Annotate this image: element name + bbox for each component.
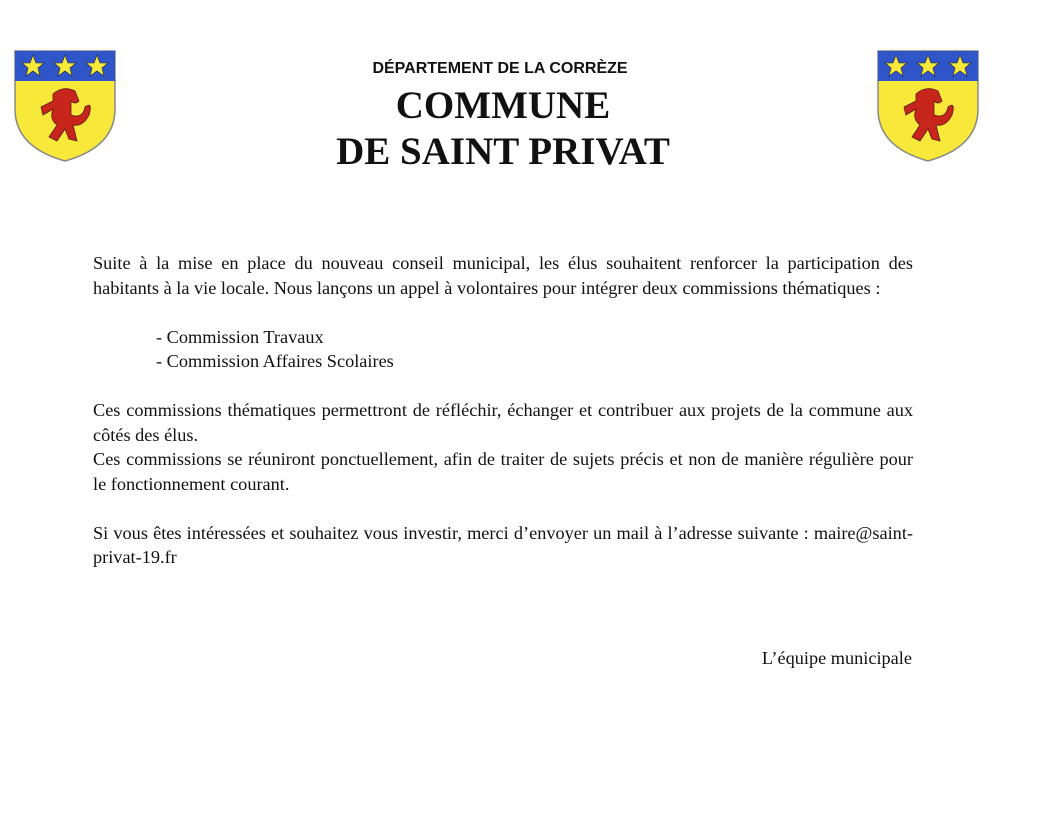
schedule-paragraph: Ces commissions se réuniront ponctuellement, afin de traiter de sujets précis et non de manière régulière pour le fonctionnement courant. [93,449,913,494]
list-item: - Commission Travaux [156,326,324,347]
department-heading: DÉPARTEMENT DE LA CORRÈZE [372,60,628,77]
commune-name: DE SAINT PRIVAT [336,130,670,173]
list-item: - Commission Affaires Scolaires [156,351,394,371]
intro-paragraph: Suite à la mise en place du nouveau conseil municipal, les élus souhaitent renforcer la participation des habitants à la vie locale. Nous lançons un appel à volontaires pour intégrer deux commissions thématiques : [93,253,913,298]
signature: L’équipe municipale [761,648,912,668]
contact-paragraph: Si vous êtes intéressées et souhaitez vous investir, merci d’envoyer un mail à l’adresse suivante : maire@saint-privat-19.fr [93,522,913,567]
commune-title: COMMUNE [395,84,611,127]
purpose-paragraph: Ces commissions thématiques permettront de réfléchir, échanger et contribuer aux projets de la commune aux côtés des élus. [93,400,913,445]
letter-body [93,251,913,570]
commission-list [156,325,913,374]
